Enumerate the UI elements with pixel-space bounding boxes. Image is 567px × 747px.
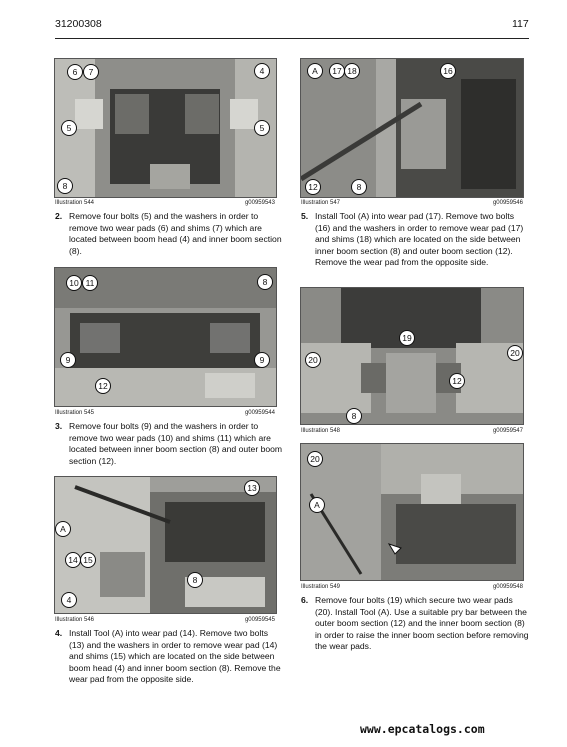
header-rule [55, 38, 529, 39]
callout-A: A [309, 497, 325, 513]
illustration-544-photo [54, 58, 277, 198]
illustration-547-id: g00959546 [492, 200, 523, 206]
callout-A: A [55, 521, 71, 537]
callout-5-left: 5 [61, 120, 77, 136]
callout-4: 4 [61, 592, 77, 608]
page-number: 117 [512, 18, 529, 30]
step-3-text: Remove four bolts (9) and the washers in order to remove two wear pads (10) and shims (11) which are located between inner boom section (8) and outer boom section (12). [69, 421, 283, 466]
callout-A: A [307, 63, 323, 79]
step-6 [301, 595, 529, 653]
step-2 [55, 211, 283, 257]
step-5 [301, 211, 529, 269]
illustration-549-photo [300, 443, 524, 581]
illustration-544-label: Illustration 544 [55, 200, 95, 206]
illustration-545-photo [54, 267, 277, 407]
callout-5-right: 5 [254, 120, 270, 136]
illustration-546-label: Illustration 546 [55, 617, 95, 623]
callout-9-right: 9 [254, 352, 270, 368]
callout-10: 10 [66, 275, 82, 291]
callout-12: 12 [305, 179, 321, 195]
callout-4: 4 [254, 63, 270, 79]
footer-watermark: www.epcatalogs.com [360, 722, 485, 736]
callout-8: 8 [57, 178, 73, 194]
illustration-546-id: g00959545 [244, 617, 275, 623]
callout-14: 14 [65, 552, 81, 568]
step-4-number: 4. [55, 628, 63, 638]
step-5-number: 5. [301, 211, 309, 221]
illustration-549-id: g00959548 [492, 584, 523, 590]
illustration-548-id: g00959547 [492, 428, 523, 434]
document-number: 31200308 [55, 18, 102, 30]
callout-6: 6 [67, 64, 83, 80]
callout-15: 15 [80, 552, 96, 568]
callout-20: 20 [307, 451, 323, 467]
callout-8: 8 [351, 179, 367, 195]
illustration-548-label: Illustration 548 [301, 428, 341, 434]
step-2-number: 2. [55, 211, 63, 221]
illustration-544-id: g00959543 [244, 200, 275, 206]
step-4 [55, 628, 283, 686]
illustration-548-photo [300, 287, 524, 425]
callout-9-left: 9 [60, 352, 76, 368]
callout-8: 8 [346, 408, 362, 424]
callout-20-left: 20 [305, 352, 321, 368]
callout-11: 11 [82, 275, 98, 291]
illustration-546-photo [54, 476, 277, 614]
step-3-number: 3. [55, 421, 63, 431]
callout-8: 8 [187, 572, 203, 588]
callout-19: 19 [399, 330, 415, 346]
step-5-text: Install Tool (A) into wear pad (17). Remove two bolts (16) and the washers in order to remove wear pad (17) and shims (18) which are located on the side between inner boom section (8) and outer boom section (12). Remove the wear pad from the opposite side. [315, 211, 524, 268]
callout-16: 16 [440, 63, 456, 79]
step-6-number: 6. [301, 595, 309, 605]
illustration-547-photo [300, 58, 524, 198]
callout-12: 12 [449, 373, 465, 389]
callout-17: 17 [329, 63, 345, 79]
illustration-545-id: g00959544 [244, 410, 275, 416]
step-6-text: Remove four bolts (19) which secure two wear pads (20). Install Tool (A). Use a suitable pry bar between the outer boom section (12) and the inner boom section (8) in order to raise the inner boom section before removing the wear pads. [315, 595, 529, 652]
callout-13: 13 [244, 480, 260, 496]
illustration-545-label: Illustration 545 [55, 410, 95, 416]
illustration-549-label: Illustration 549 [301, 584, 341, 590]
callout-7: 7 [83, 64, 99, 80]
callout-8: 8 [257, 274, 273, 290]
step-3 [55, 421, 283, 467]
callout-18: 18 [344, 63, 360, 79]
step-4-text: Install Tool (A) into wear pad (14). Remove two bolts (13) and the washers in order to remove wear pad (14) and shims (15) which are located on the side between boom head (4) and inner boom section (8). Remove the wear pad from the opposite side. [69, 628, 281, 685]
callout-20-right: 20 [507, 345, 523, 361]
illustration-547-label: Illustration 547 [301, 200, 341, 206]
callout-12: 12 [95, 378, 111, 394]
step-2-text: Remove four bolts (5) and the washers in order to remove two wear pads (6) and shims (7) which are located between boom head (4) and inner boom section (8). [69, 211, 282, 256]
